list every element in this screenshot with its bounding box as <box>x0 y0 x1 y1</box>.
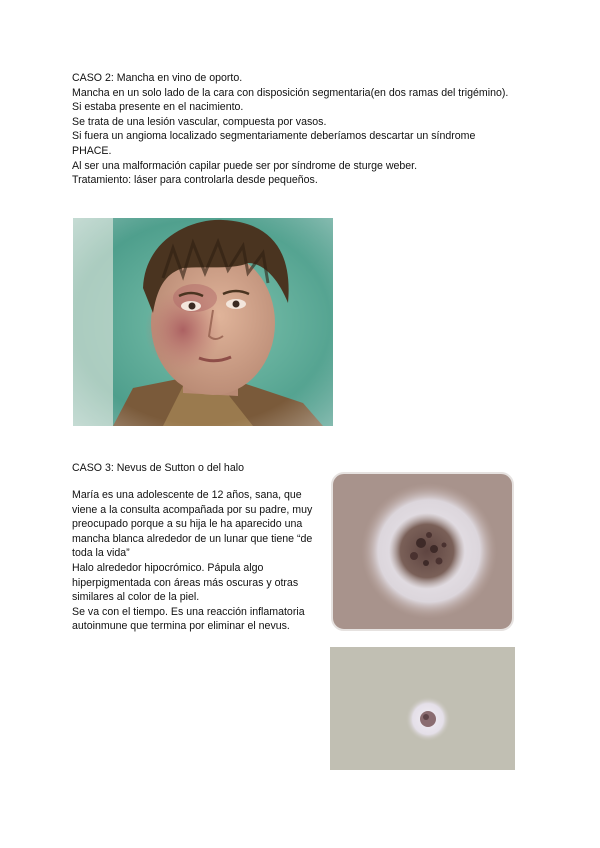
case3-paragraph: María es una adolescente de 12 años, sana, que viene a la consulta acompañada por su padre, muy preocupado porque a su hija le ha aparecido una mancha blanca alrededor de un lunar que tiene “de toda la vida” <box>72 489 313 560</box>
case2-title: CASO 2: Mancha en vino de oporto. <box>72 72 243 84</box>
case2-line: Se trata de una lesión vascular, compuesta por vasos. <box>72 115 327 128</box>
case2-line: Tratamiento: láser para controlarla desde pequeños. <box>72 174 318 187</box>
case2-line: Si estaba presente en el nacimiento. <box>72 101 244 114</box>
case2-line: Al ser una malformación capilar puede ser por síndrome de sturge weber. <box>72 159 418 172</box>
case3-line: Halo alrededor hipocrómico. Pápula algo hiperpigmentada con áreas más oscuras y otras similares al color de la piel. <box>72 561 299 604</box>
halo-nevus-photo-closeup <box>329 471 516 634</box>
case2-line: Si fuera un angioma localizado segmentariamente deberíamos descartar un síndrome PHACE. <box>72 130 476 157</box>
case2-section <box>72 71 512 188</box>
case3-title: CASO 3: Nevus de Sutton o del halo <box>72 462 244 474</box>
case3-section <box>72 488 322 634</box>
port-wine-stain-photo <box>73 218 333 426</box>
halo-nevus-photo-distant <box>330 647 515 770</box>
case2-line: Mancha en un solo lado de la cara con disposición segmentaria(en dos ramas del trigémino). <box>72 86 509 99</box>
case3-line: Se va con el tiempo. Es una reacción inflamatoria autoinmune que termina por eliminar el nevus. <box>72 605 305 633</box>
